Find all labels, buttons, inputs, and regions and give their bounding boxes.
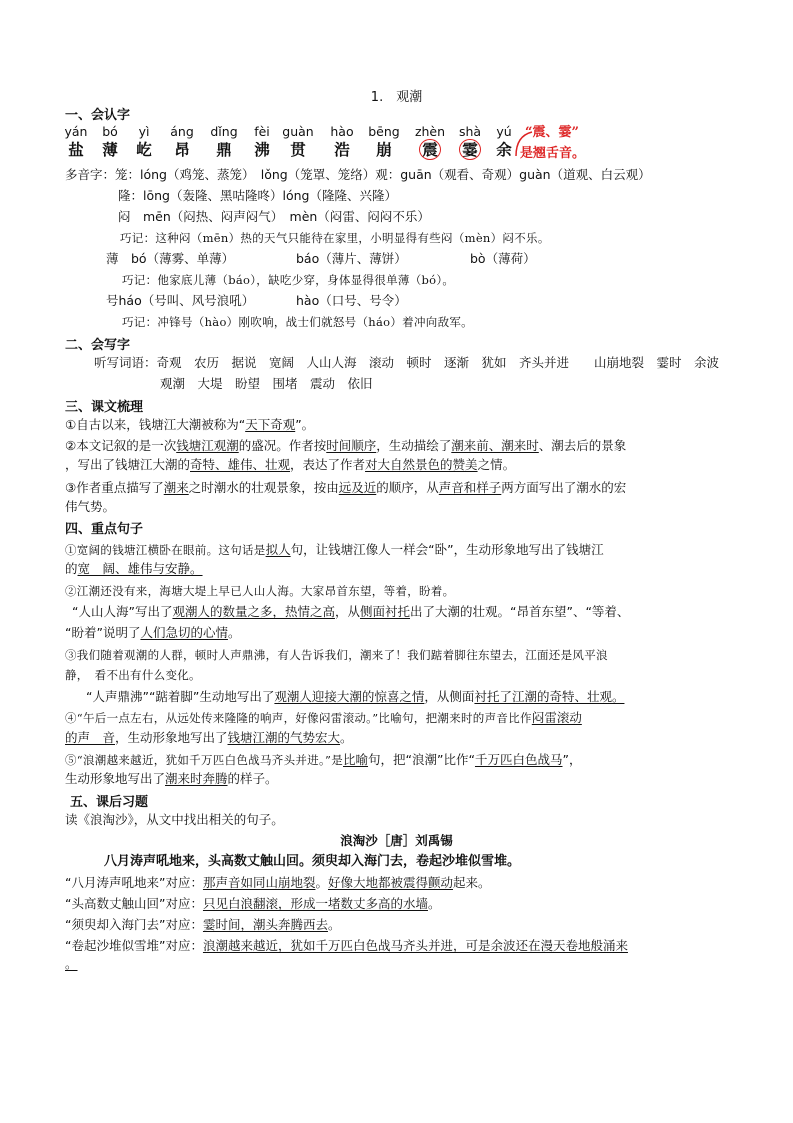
key-sentence: ④“午后一点左右，从远处传来隆隆的响声，好像闷雷滚动。”比喻句，把潮来时的声音比作闷雷滚动 (65, 710, 582, 725)
key-sentence: ⑤“浪潮越来越近，犹如千万匹白色战马齐头并进。”是比喻句，把“浪潮”比作“千万匹白色战马”， (65, 752, 582, 767)
character: 鼎 (216, 140, 232, 159)
pinyin: zhèn (414, 124, 446, 139)
dictation-words: 听写词语：奇观 农历 据说 宽阔 人山人海 滚动 顿时 逐渐 犹如 齐头并进 山崩地裂 霎时 余波 (94, 355, 720, 370)
pinyin: yán (64, 124, 88, 139)
section-heading-3: 三、课文梳理 (65, 400, 144, 415)
polyphone-line: 隆：lōng（轰隆、黑咕隆咚）lóng（隆隆、兴隆） (118, 188, 397, 203)
answer-line: “卷起沙堆似雪堆”对应：浪潮越来越近，犹如千万匹白色战马齐头并进，可是余波还在漫天卷地般涌来 (65, 938, 628, 953)
red-circle-mark: 霎 (459, 139, 481, 160)
polyphone-line: 闷 mēn（闷热、闷声闷气） mèn（闷雷、闷闷不乐） (118, 209, 430, 224)
exercise-intro: 读《浪淘沙》，从文中找出相关的句子。 (65, 812, 284, 827)
polyphone-line: 号háo（号叫、风号浪吼） (106, 293, 255, 308)
key-sentence: ③我们随着观潮的人群，顿时人声鼎沸，有人告诉我们，潮来了！我们踮着脚往东望去，江面还是风平浪 (65, 648, 608, 662)
polyphone-line: 多音字：笼：lóng（鸡笼、蒸笼） lǒng（笼罩、笼络）观：guān（观看、奇观）guàn（道观、白云观） (65, 167, 651, 182)
pinyin: guàn (282, 124, 314, 139)
poem-title: 浪淘沙［唐］刘禹锡 (340, 833, 453, 848)
section-heading-5: 五、课后习题 (70, 795, 149, 810)
key-sentence: 的声 音，生动形象地写出了钱塘江潮的气势宏大。 (65, 730, 353, 745)
answer-line: “头高数丈触山回”对应：只见白浪翻滚，形成一堵数丈多高的水墙。 (65, 896, 441, 911)
character: 昂 (174, 140, 190, 159)
character: 余 (496, 140, 512, 159)
pinyin: dǐng (210, 124, 238, 139)
answer-line: “须臾却入海门去”对应：霎时间，潮头奔腾西去。 (65, 917, 341, 932)
section-heading-1: 一、会认字 (65, 108, 131, 123)
pinyin: hào (330, 124, 354, 139)
character: 薄 (102, 140, 118, 159)
section-heading-4: 四、重点句子 (65, 522, 144, 537)
polyphone-line: báo（薄片、薄饼） (296, 251, 407, 266)
mnemonic-line: 巧记：冲锋号（hào）刚吹响，战士们就怒号（háo）着冲向敌军。 (122, 315, 473, 329)
character: 浩 (334, 140, 350, 159)
polyphone-line: hào（口号、号令） (296, 293, 407, 308)
sentence-explanation: “盼着”说明了人们急切的心情。 (65, 625, 241, 640)
character: 贯 (290, 140, 306, 159)
page-title: 1. 观潮 (370, 90, 423, 105)
pinyin: yì (138, 124, 150, 139)
red-circle-mark: 震 (419, 139, 441, 160)
polyphone-line: 薄 bó（薄雾、单薄） (106, 251, 235, 266)
mnemonic-line: 巧记：这种闷（mēn）热的天气只能待在家里，小明显得有些闷（mèn）闷不乐。 (120, 231, 550, 245)
key-sentence: ②江潮还没有来，海塘大堤上早已人山人海。大家昂首东望，等着，盼着。 (65, 584, 455, 598)
key-sentence: ①宽阔的钱塘江横卧在眼前。这句话是拟人句，让钱塘江像人一样会“卧”，生动形象地写出了钱塘江 (65, 542, 604, 557)
section-heading-2: 二、会写字 (65, 338, 131, 353)
pinyin: bó (102, 124, 118, 139)
pinyin: yú (496, 124, 512, 139)
annotation-note-bottom: 是翘舌音。 (520, 146, 586, 161)
poem-text: 八月涛声吼地来，头高数丈触山回。须臾却入海门去，卷起沙堆似雪堆。 (104, 854, 521, 869)
annotation-note-top: “震、霎” (525, 125, 579, 140)
sentence-explanation: “人山人海”写出了观潮人的数量之多，热情之高，从侧面衬托出了大潮的壮观。“昂首东望”、“等着、 (72, 604, 630, 619)
pinyin: áng (170, 124, 194, 139)
pinyin: bēng (368, 124, 400, 139)
key-sentence: 静， 看不出有什么变化。 (65, 668, 201, 682)
summary-line: 伟气势。 (65, 499, 116, 514)
answer-line: 。 (65, 956, 78, 971)
pinyin: shà (458, 124, 482, 139)
key-sentence: 的宽 阔、雄伟与安静。 (65, 561, 203, 576)
character-circled (410, 138, 450, 160)
character: 崩 (376, 140, 392, 159)
summary-line: ，写出了钱塘江大潮的奇特、雄伟、壮观，表达了作者对大自然景色的赞美之情。 (65, 457, 516, 472)
dictation-words: 观潮 大堤 盼望 围堵 震动 依旧 (160, 376, 373, 391)
key-sentence: 生动形象地写出了潮来时奔腾的样子。 (65, 771, 278, 786)
character: 沸 (254, 140, 270, 159)
character: 盐 (68, 140, 84, 159)
summary-line: ②本文记叙的是一次钱塘江观潮的盛况。作者按时间顺序，生动描绘了潮来前、潮来时、潮去后的景象 (65, 438, 627, 453)
answer-line: “八月涛声吼地来”对应：那声音如同山崩地裂。好像大地都被震得颤动起来。 (65, 875, 491, 890)
character: 屹 (136, 140, 152, 159)
pinyin: fèi (254, 124, 270, 139)
mnemonic-line: 巧记：他家底儿薄（báo），缺吃少穿，身体显得很单薄（bó）。 (122, 273, 455, 287)
sentence-explanation: “人声鼎沸”“踮着脚”生动地写出了观潮人迎接大潮的惊喜之情，从侧面衬托了江潮的奇特、壮观。 (86, 689, 625, 704)
summary-line: ③作者重点描写了潮来之时潮水的壮观景象，按由远及近的顺序，从声音和样子两方面写出了潮水的宏 (65, 480, 627, 495)
summary-line: ①自古以来，钱塘江大潮被称为“天下奇观”。 (65, 417, 315, 432)
polyphone-line: bò（薄荷） (470, 251, 536, 266)
